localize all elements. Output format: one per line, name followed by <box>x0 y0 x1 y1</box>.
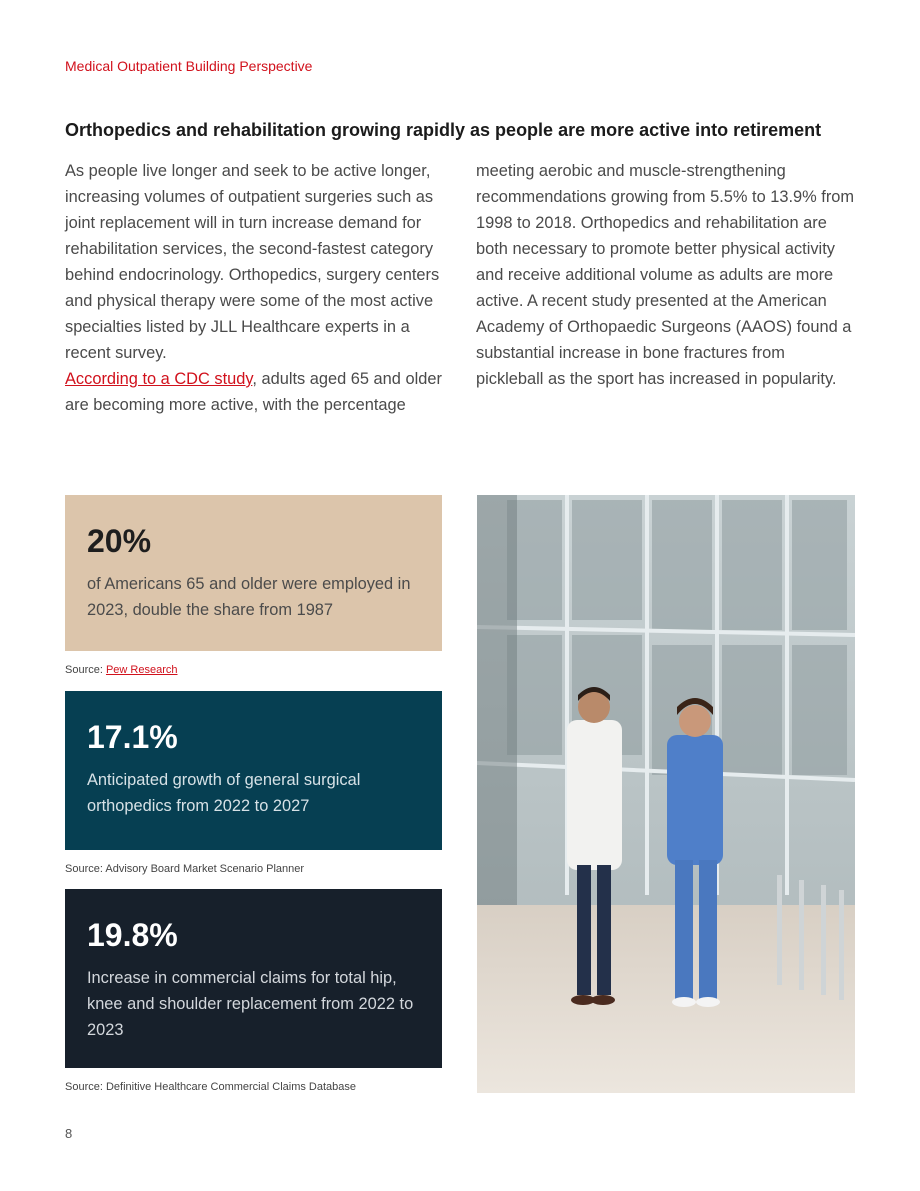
stat-source: Source: Advisory Board Market Scenario Planner <box>65 863 305 875</box>
stat-value: 20% <box>87 523 152 559</box>
stat-card-employment <box>65 495 442 651</box>
stat-card-claims-increase <box>65 889 442 1068</box>
cdc-study-link[interactable]: According to a CDC study <box>65 370 253 388</box>
running-header: Medical Outpatient Building Perspective <box>65 58 313 74</box>
page-number: 8 <box>65 1126 73 1141</box>
body-text: , adults aged 65 and older are becoming more active, with the percentage <box>65 370 442 414</box>
doctor-and-nurse-walking-photo <box>477 495 855 1093</box>
section-title: Orthopedics and rehabilitation growing rapidly as people are more active into retirement <box>65 120 822 140</box>
pew-research-link[interactable]: Pew Research <box>105 664 178 676</box>
stat-description: Anticipated growth of general surgical orthopedics from 2022 to 2027 <box>87 771 361 815</box>
stat-description: Increase in commercial claims for total hip, knee and shoulder replacement from 2022 to 2023 <box>87 969 414 1039</box>
stat-value: 19.8% <box>87 917 178 953</box>
body-paragraph <box>65 366 445 418</box>
stat-description: of Americans 65 and older were employed in 2023, double the share from 1987 <box>87 575 411 619</box>
stat-source <box>65 664 178 676</box>
body-paragraph: meeting aerobic and muscle-strengthening recommendations growing from 5.5% to 13.9% from 1998 to 2018. Orthopedics and rehabilitation are both necessary to promote better physical activity and receive additional volume as adults are more active. A recent study presented at the American Academy of Orthopaedic Surgeons (AAOS) found a substantial increase in bone fractures from pickleball as the sport has increased in popularity. <box>476 162 855 388</box>
stat-source: Source: Definitive Healthcare Commercial Claims Database <box>65 1081 357 1093</box>
stat-value: 17.1% <box>87 719 178 755</box>
body-column-right <box>476 158 856 392</box>
source-label: Source: <box>65 664 106 676</box>
body-column-left <box>65 158 445 418</box>
body-paragraph: As people live longer and seek to be active longer, increasing volumes of outpatient surgeries such as joint replacement will in turn increase demand for rehabilitation services, the second-fastest category behind endocrinology. Orthopedics, surgery centers and physical therapy were some of the most active specialties listed by JLL Healthcare experts in a recent survey. <box>65 162 440 362</box>
stat-card-orthopedics-growth <box>65 691 442 850</box>
